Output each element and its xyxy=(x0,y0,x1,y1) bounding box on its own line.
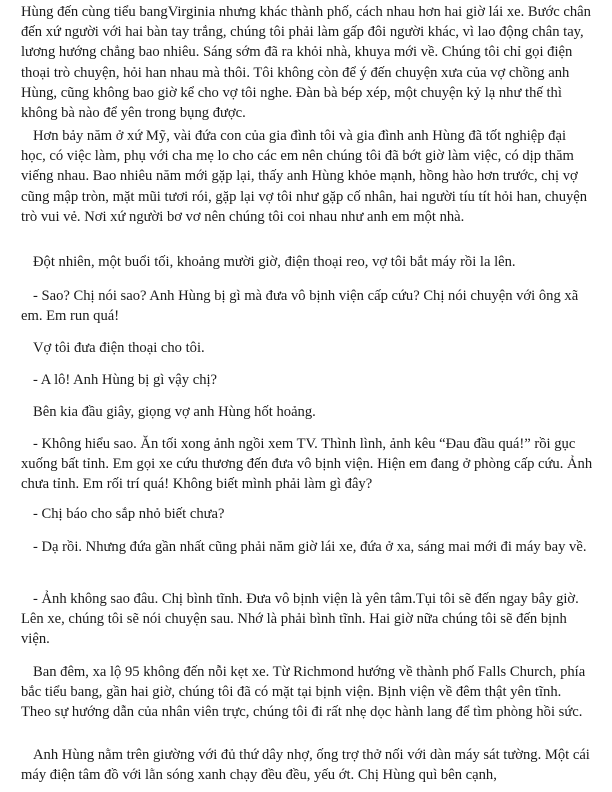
paragraph-10: - Dạ rồi. Nhưng đứa gần nhất cũng phải năm giờ lái xe, đứa ở xa, sáng mai mới đi máy bay về. xyxy=(33,539,587,555)
paragraph-4: - Sao? Chị nói sao? Anh Hùng bị gì mà đưa vô bịnh viện cấp cứu? Chị nói chuyện với ông xã em. Em run quá! xyxy=(21,288,579,325)
paragraph-6: - A lô! Anh Hùng bị gì vậy chị? xyxy=(33,372,218,388)
paragraph-11: - Ảnh không sao đâu. Chị bình tĩnh. Đưa vô bịnh viện là yên tâm.Tụi tôi sẽ đến ngay bây giờ. Lên xe, chúng tôi sẽ nói chuyện sau. Nhớ là phải bình tĩnh. Hai giờ nữa chúng tôi sẽ đến bịnh viện. xyxy=(21,591,579,648)
paragraph-3: Đột nhiên, một buổi tối, khoảng mười giờ, điện thoại reo, vợ tôi bắt máy rồi la lên. xyxy=(33,254,516,270)
paragraph-9: - Chị báo cho sắp nhỏ biết chưa? xyxy=(33,506,225,522)
paragraph-13: Anh Hùng nằm trên giường với đủ thứ dây nhợ, ống trợ thở nối với dàn máy sát tường. Một cái máy điện tâm đồ với lằn sóng xanh chạy đều đều, yếu ớt. Chị Hùng quì bên cạnh, xyxy=(21,747,590,784)
paragraph-8: - Không hiểu sao. Ăn tối xong ảnh ngồi xem TV. Thình lình, ảnh kêu “Đau đầu quá!” rồi gục xuống bất tỉnh. Em gọi xe cứu thương đến đưa vô bịnh viện. Hiện em đang ở phòng cấp cứu. Ảnh chưa tỉnh. Em rối trí quá! Không biết mình phải làm gì đây? xyxy=(21,436,593,493)
paragraph-7: Bên kia đầu giây, giọng vợ anh Hùng hốt hoảng. xyxy=(33,404,316,420)
paragraph-1: Hùng đến cùng tiểu bangVirginia nhưng khác thành phố, cách nhau hơn hai giờ lái xe. Bước chân đến xứ người với hai bàn tay trắng, chúng tôi phải làm gấp đôi người khác, vì lao động chân tay, lương hướng chẳng bao nhiêu. Sáng sớm đã ra khỏi nhà, khuya mới về. Chúng tôi chỉ gọi điện thoại trò chuyện, hỏi han nhau mà thôi. Tôi không còn để ý đến chuyện xưa của vợ chồng anh Hùng, cũng không bao giờ kể cho vợ tôi nghe. Đàn bà bép xép, một chuyện kỷ lạ như thế thì không bà nào để yên trong bụng được. xyxy=(21,4,591,122)
paragraph-2: Hơn bảy năm ở xứ Mỹ, vài đứa con của gia đình tôi và gia đình anh Hùng đã tốt nghiệp đại học, có việc làm, phụ với cha mẹ lo cho các em nên chúng tôi đã bớt giờ làm việc, có dịp thăm viếng nhau. Bao nhiêu năm mới gặp lại, thấy anh Hùng khỏe mạnh, hồng hào hơn trước, chị vợ cũng mập tròn, mặt mũi tươi rói, gặp lại vợ tôi như gặp cố nhân, hai người tíu tít hỏi han, chuyện trò vui vẻ. Nơi xứ người bơ vơ nên chúng tôi coi nhau như anh em một nhà. xyxy=(21,128,588,225)
paragraph-12: Ban đêm, xa lộ 95 không đến nỗi kẹt xe. Từ Richmond hướng về thành phố Falls Church, phía bắc tiểu bang, gần hai giờ, chúng tôi đã có mặt tại bịnh viện. Bịnh viện về đêm thật yên tĩnh. Theo sự hướng dẫn của nhân viên trực, chúng tôi đi rất nhẹ dọc hành lang để tìm phòng hồi sức. xyxy=(21,664,586,721)
paragraph-5: Vợ tôi đưa điện thoại cho tôi. xyxy=(33,340,205,356)
